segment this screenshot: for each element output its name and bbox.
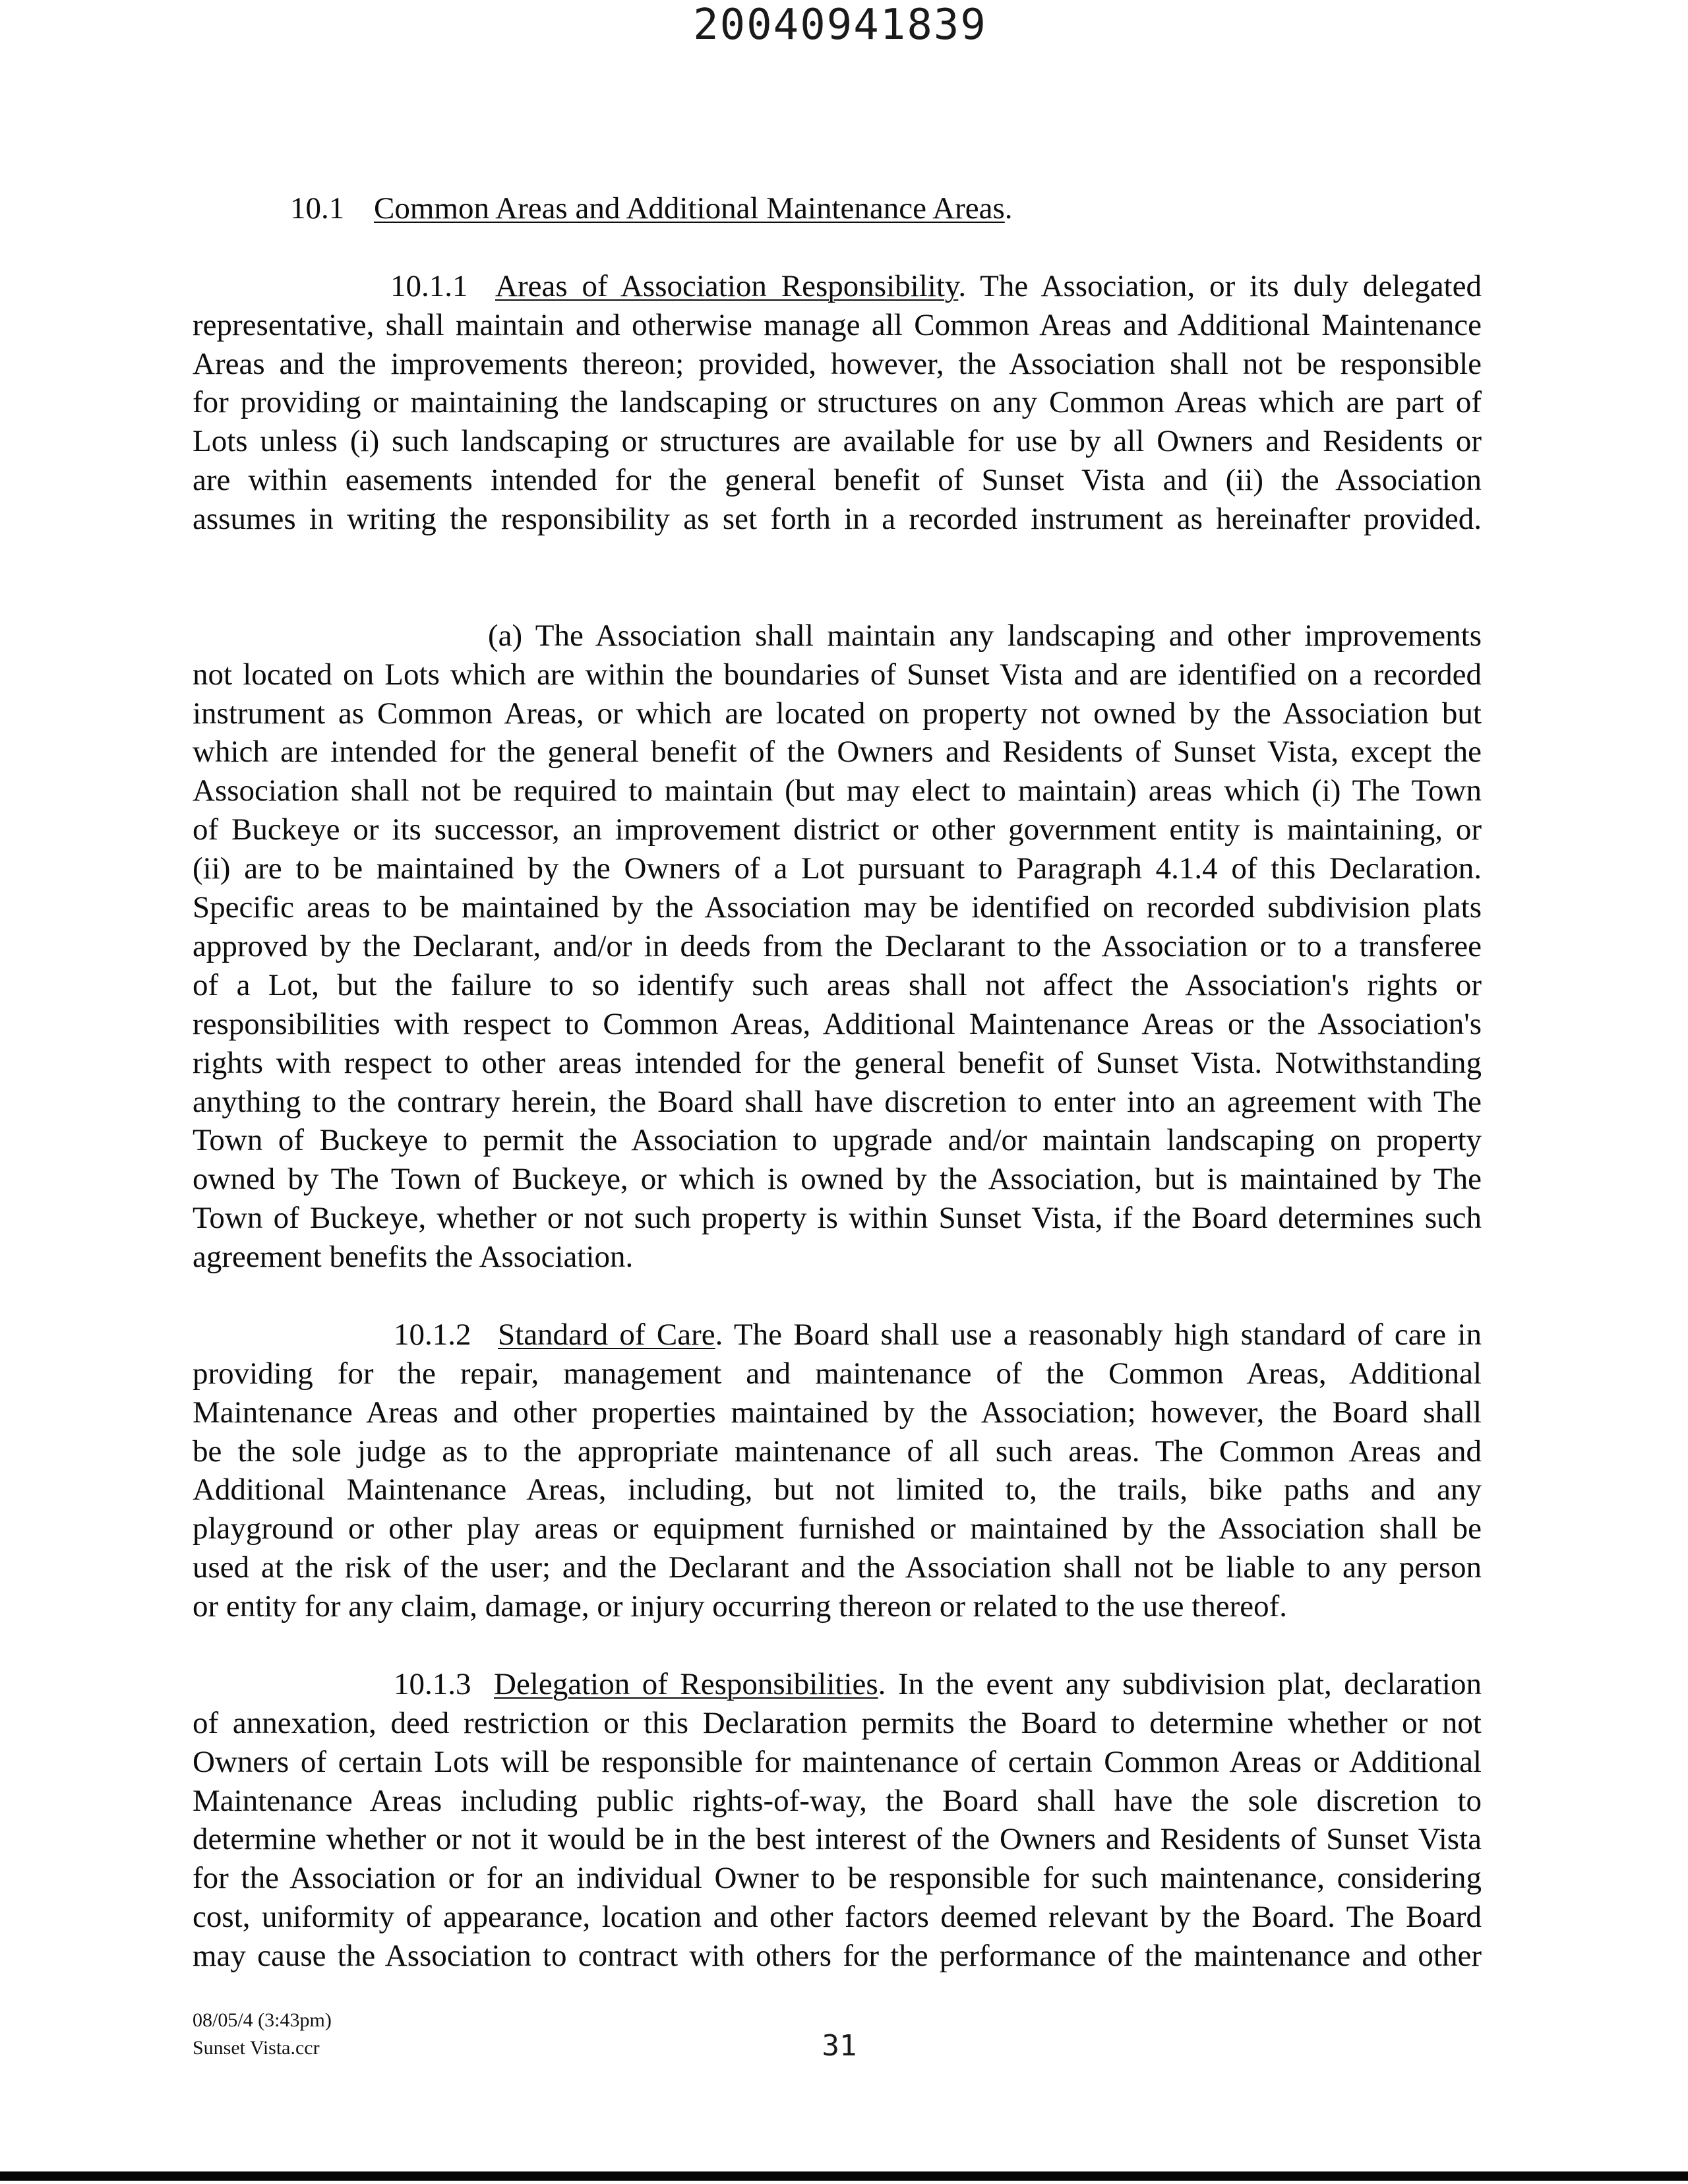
paragraph-line: of a Lot, but the failure to so identify such areas shall not affect the Association's rights or <box>193 967 1482 1002</box>
footer-date: 08/05/4 (3:43pm) <box>193 2009 332 2031</box>
document-body <box>193 189 1482 1976</box>
paragraph-line: assumes in writing the responsibility as set forth in a recorded instrument as hereinafter provided. <box>193 502 1482 537</box>
paragraph-line: Town of Buckeye to permit the Association to upgrade and/or maintain landscaping on property <box>193 1123 1482 1158</box>
section-number: 10.1.2 <box>394 1317 471 1352</box>
paragraph-line: representative, shall maintain and otherwise manage all Common Areas and Additional Maintenance <box>193 307 1482 342</box>
paragraph-lead-text: . The Association, or its duly delegated <box>958 268 1482 303</box>
paragraph-line: playground or other play areas or equipment furnished or maintained by the Association shall be <box>193 1511 1482 1546</box>
section-number: 10.1 <box>290 191 345 226</box>
paragraph-line: or entity for any claim, damage, or injury occurring thereon or related to the use thereof. <box>193 1589 1288 1624</box>
section-number: 10.1.3 <box>394 1666 471 1701</box>
paragraph-line: for the Association or for an individual Owner to be responsible for such maintenance, considering <box>193 1861 1482 1896</box>
paragraph-line: Town of Buckeye, whether or not such property is within Sunset Vista, if the Board determines such <box>193 1201 1482 1236</box>
paragraph-lead-text: . In the event any subdivision plat, declaration <box>878 1666 1482 1701</box>
paragraph-line: determine whether or not it would be in the best interest of the Owners and Residents of Sunset Vista <box>193 1822 1482 1857</box>
paragraph-line: of annexation, deed restriction or this Declaration permits the Board to determine whether or not <box>193 1705 1482 1740</box>
paragraph-line: may cause the Association to contract with others for the performance of the maintenance and other <box>193 1939 1482 1974</box>
paragraph-line: Association shall not be required to maintain (but may elect to maintain) areas which (i) The Town <box>193 774 1482 808</box>
paragraph-line: Areas and the improvements thereon; provided, however, the Association shall not be responsible <box>193 346 1482 381</box>
paragraph-line: cost, uniformity of appearance, location and other factors deemed relevant by the Board. The Board <box>193 1900 1482 1935</box>
paragraph-first-line <box>193 267 1482 306</box>
paragraph-line: responsibilities with respect to Common Areas, Additional Maintenance Areas or the Association's <box>193 1006 1482 1041</box>
footer-filename: Sunset Vista.ccr <box>193 2037 320 2059</box>
document-number: 20040941839 <box>693 1 987 49</box>
paragraph-first-line <box>193 1316 1482 1354</box>
paragraph-line: Specific areas to be maintained by the Association may be identified on recorded subdivision plats <box>193 890 1482 925</box>
footer-meta <box>193 2007 332 2062</box>
paragraph-line: which are intended for the general benefit of the Owners and Residents of Sunset Vista, except the <box>193 735 1482 770</box>
paragraph-line: owned by The Town of Buckeye, or which is owned by the Association, but is maintained by The <box>193 1162 1482 1197</box>
paragraph-gap <box>193 539 1482 617</box>
paragraph-line: for providing or maintaining the landscaping or structures on any Common Areas which are part of <box>193 385 1482 420</box>
paragraph-line: Additional Maintenance Areas, including, but not limited to, the trails, bike paths and any <box>193 1472 1482 1507</box>
paragraph-line: Maintenance Areas and other properties maintained by the Association; however, the Board shall <box>193 1395 1482 1430</box>
paragraph-line: are within easements intended for the general benefit of Sunset Vista and (ii) the Association <box>193 463 1482 498</box>
paragraph-line: rights with respect to other areas intended for the general benefit of Sunset Vista. Notwithstanding <box>193 1045 1482 1080</box>
section-number: 10.1.1 <box>390 268 468 303</box>
section-title-punctuation: . <box>1004 191 1013 226</box>
paragraph-line: Owners of certain Lots will be responsible for maintenance of certain Common Areas or Additional <box>193 1744 1482 1779</box>
section-title: Common Areas and Additional Maintenance Areas <box>374 191 1005 226</box>
page-number: 31 <box>822 2029 857 2063</box>
paragraph-first-line <box>193 1665 1482 1704</box>
paragraph-line: not located on Lots which are within the boundaries of Sunset Vista and are identified on a recorded <box>193 657 1482 692</box>
paragraph-lead-text: . The Board shall use a reasonably high standard of care in <box>715 1317 1482 1352</box>
paragraph-10-1-1 <box>193 267 1482 539</box>
paragraph-line: approved by the Declarant, and/or in deeds from the Declarant to the Association or to a transferee <box>193 928 1482 963</box>
paragraph-10-1-2 <box>193 1316 1482 1626</box>
paragraph-line: Maintenance Areas including public rights-of-way, the Board shall have the sole discretion to <box>193 1783 1482 1818</box>
paragraph-gap <box>193 1626 1482 1665</box>
paragraph-line: (ii) are to be maintained by the Owners of a Lot pursuant to Paragraph 4.1.4 of this Declaration. <box>193 851 1482 886</box>
paragraph-line: agreement benefits the Association. <box>193 1240 634 1275</box>
paragraph-gap <box>193 1277 1482 1316</box>
section-title: Standard of Care <box>498 1317 715 1352</box>
paragraph-line: of Buckeye or its successor, an improvement district or other government entity is maintaining, or <box>193 812 1482 847</box>
paragraph-line: instrument as Common Areas, or which are located on property not owned by the Association but <box>193 696 1482 731</box>
paragraph-line: providing for the repair, management and maintenance of the Common Areas, Additional <box>193 1356 1482 1391</box>
paragraph-line: be the sole judge as to the appropriate maintenance of all such areas. The Common Areas and <box>193 1434 1482 1469</box>
paragraph-10-1-3 <box>193 1665 1482 1976</box>
paragraph-line: Lots unless (i) such landscaping or structures are available for use by all Owners and Residents or <box>193 424 1482 459</box>
section-heading-10-1 <box>193 189 1482 228</box>
paragraph-10-1-1-a <box>193 617 1482 1277</box>
section-title: Delegation of Responsibilities <box>494 1666 878 1701</box>
paragraph-first-line: (a) The Association shall maintain any landscaping and other improvements <box>488 618 1482 653</box>
scan-edge-bar <box>0 2171 1688 2181</box>
section-title: Areas of Association Responsibility <box>495 268 959 303</box>
paragraph-line: used at the risk of the user; and the Declarant and the Association shall not be liable to any person <box>193 1550 1482 1585</box>
paragraph-line: anything to the contrary herein, the Board shall have discretion to enter into an agreement with The <box>193 1084 1482 1119</box>
paragraph-gap <box>193 228 1482 267</box>
